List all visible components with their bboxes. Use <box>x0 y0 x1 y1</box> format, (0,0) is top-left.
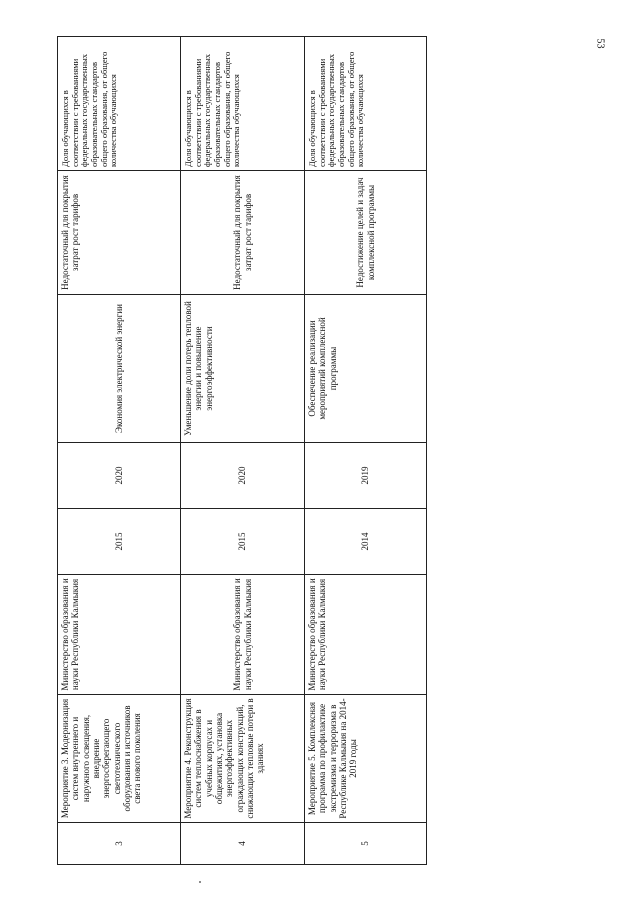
row-number: 5 <box>305 823 427 865</box>
measure-cell: Мероприятие 3. Модернизация систем внутреннего и наружного освещения, внедрение энергосберегающего светотехнического оборудования и источников света нового поколения <box>58 695 181 823</box>
table-row <box>58 37 181 865</box>
scan-dot <box>199 881 201 883</box>
measures-table-rotated <box>57 37 426 865</box>
risks-cell: Недостаточный для покрытия затрат рост тарифов <box>58 171 181 295</box>
executor-cell: Министерство образования и науки Республики Калмыкия <box>58 575 181 695</box>
measure-cell: Мероприятие 4. Реконструкция систем теплоснабжения в учебных корпусах и общежитиях, установка энергоэффективных ограждающих конструкций, снижающих тепловые потери в зданиях <box>181 695 305 823</box>
end-year-cell: 2019 <box>305 443 427 509</box>
row-number: 3 <box>58 823 181 865</box>
indicator-cell: Доля обучающихся в соответствии с требованиями федеральных государственных образовательных стандартов общего образования, от общего количества обучающихся <box>305 37 427 171</box>
page-number: 53 <box>594 38 606 49</box>
measure-cell: Мероприятие 5. Комплексная программа по профилактике экстремизма и терроризма в Республике Калмыкия на 2014-2019 годы <box>305 695 427 823</box>
start-year-cell: 2015 <box>58 509 181 575</box>
executor-cell: Министерство образования и науки Республики Калмыкия <box>181 575 305 695</box>
table-row <box>181 37 305 865</box>
measures-table-frame <box>57 37 426 865</box>
row-number: 4 <box>181 823 305 865</box>
start-year-cell: 2014 <box>305 509 427 575</box>
executor-cell: Министерство образования и науки Республики Калмыкия <box>305 575 427 695</box>
end-year-cell: 2020 <box>58 443 181 509</box>
result-cell: Экономия электрической энергии <box>58 295 181 443</box>
indicator-cell: Доля обучающихся в соответствии с требованиями федеральных государственных образовательных стандартов общего образования, от общего количества обучающихся <box>181 37 305 171</box>
result-cell: Обеспечение реализации мероприятий комплексной программы <box>305 295 427 443</box>
start-year-cell: 2015 <box>181 509 305 575</box>
result-cell: Уменьшение доли потерь тепловой энергии и повышение энергоэффективности <box>181 295 305 443</box>
end-year-cell: 2020 <box>181 443 305 509</box>
measures-table <box>57 36 427 865</box>
table-row <box>305 37 427 865</box>
risks-cell: Недостижение целей и задач комплексной программы <box>305 171 427 295</box>
indicator-cell: Доля обучающихся в соответствии с требованиями федеральных государственных образовательных стандартов общего образования, от общего количества обучающихся <box>58 37 181 171</box>
risks-cell: Недостаточный для покрытия затрат рост тарифов <box>181 171 305 295</box>
